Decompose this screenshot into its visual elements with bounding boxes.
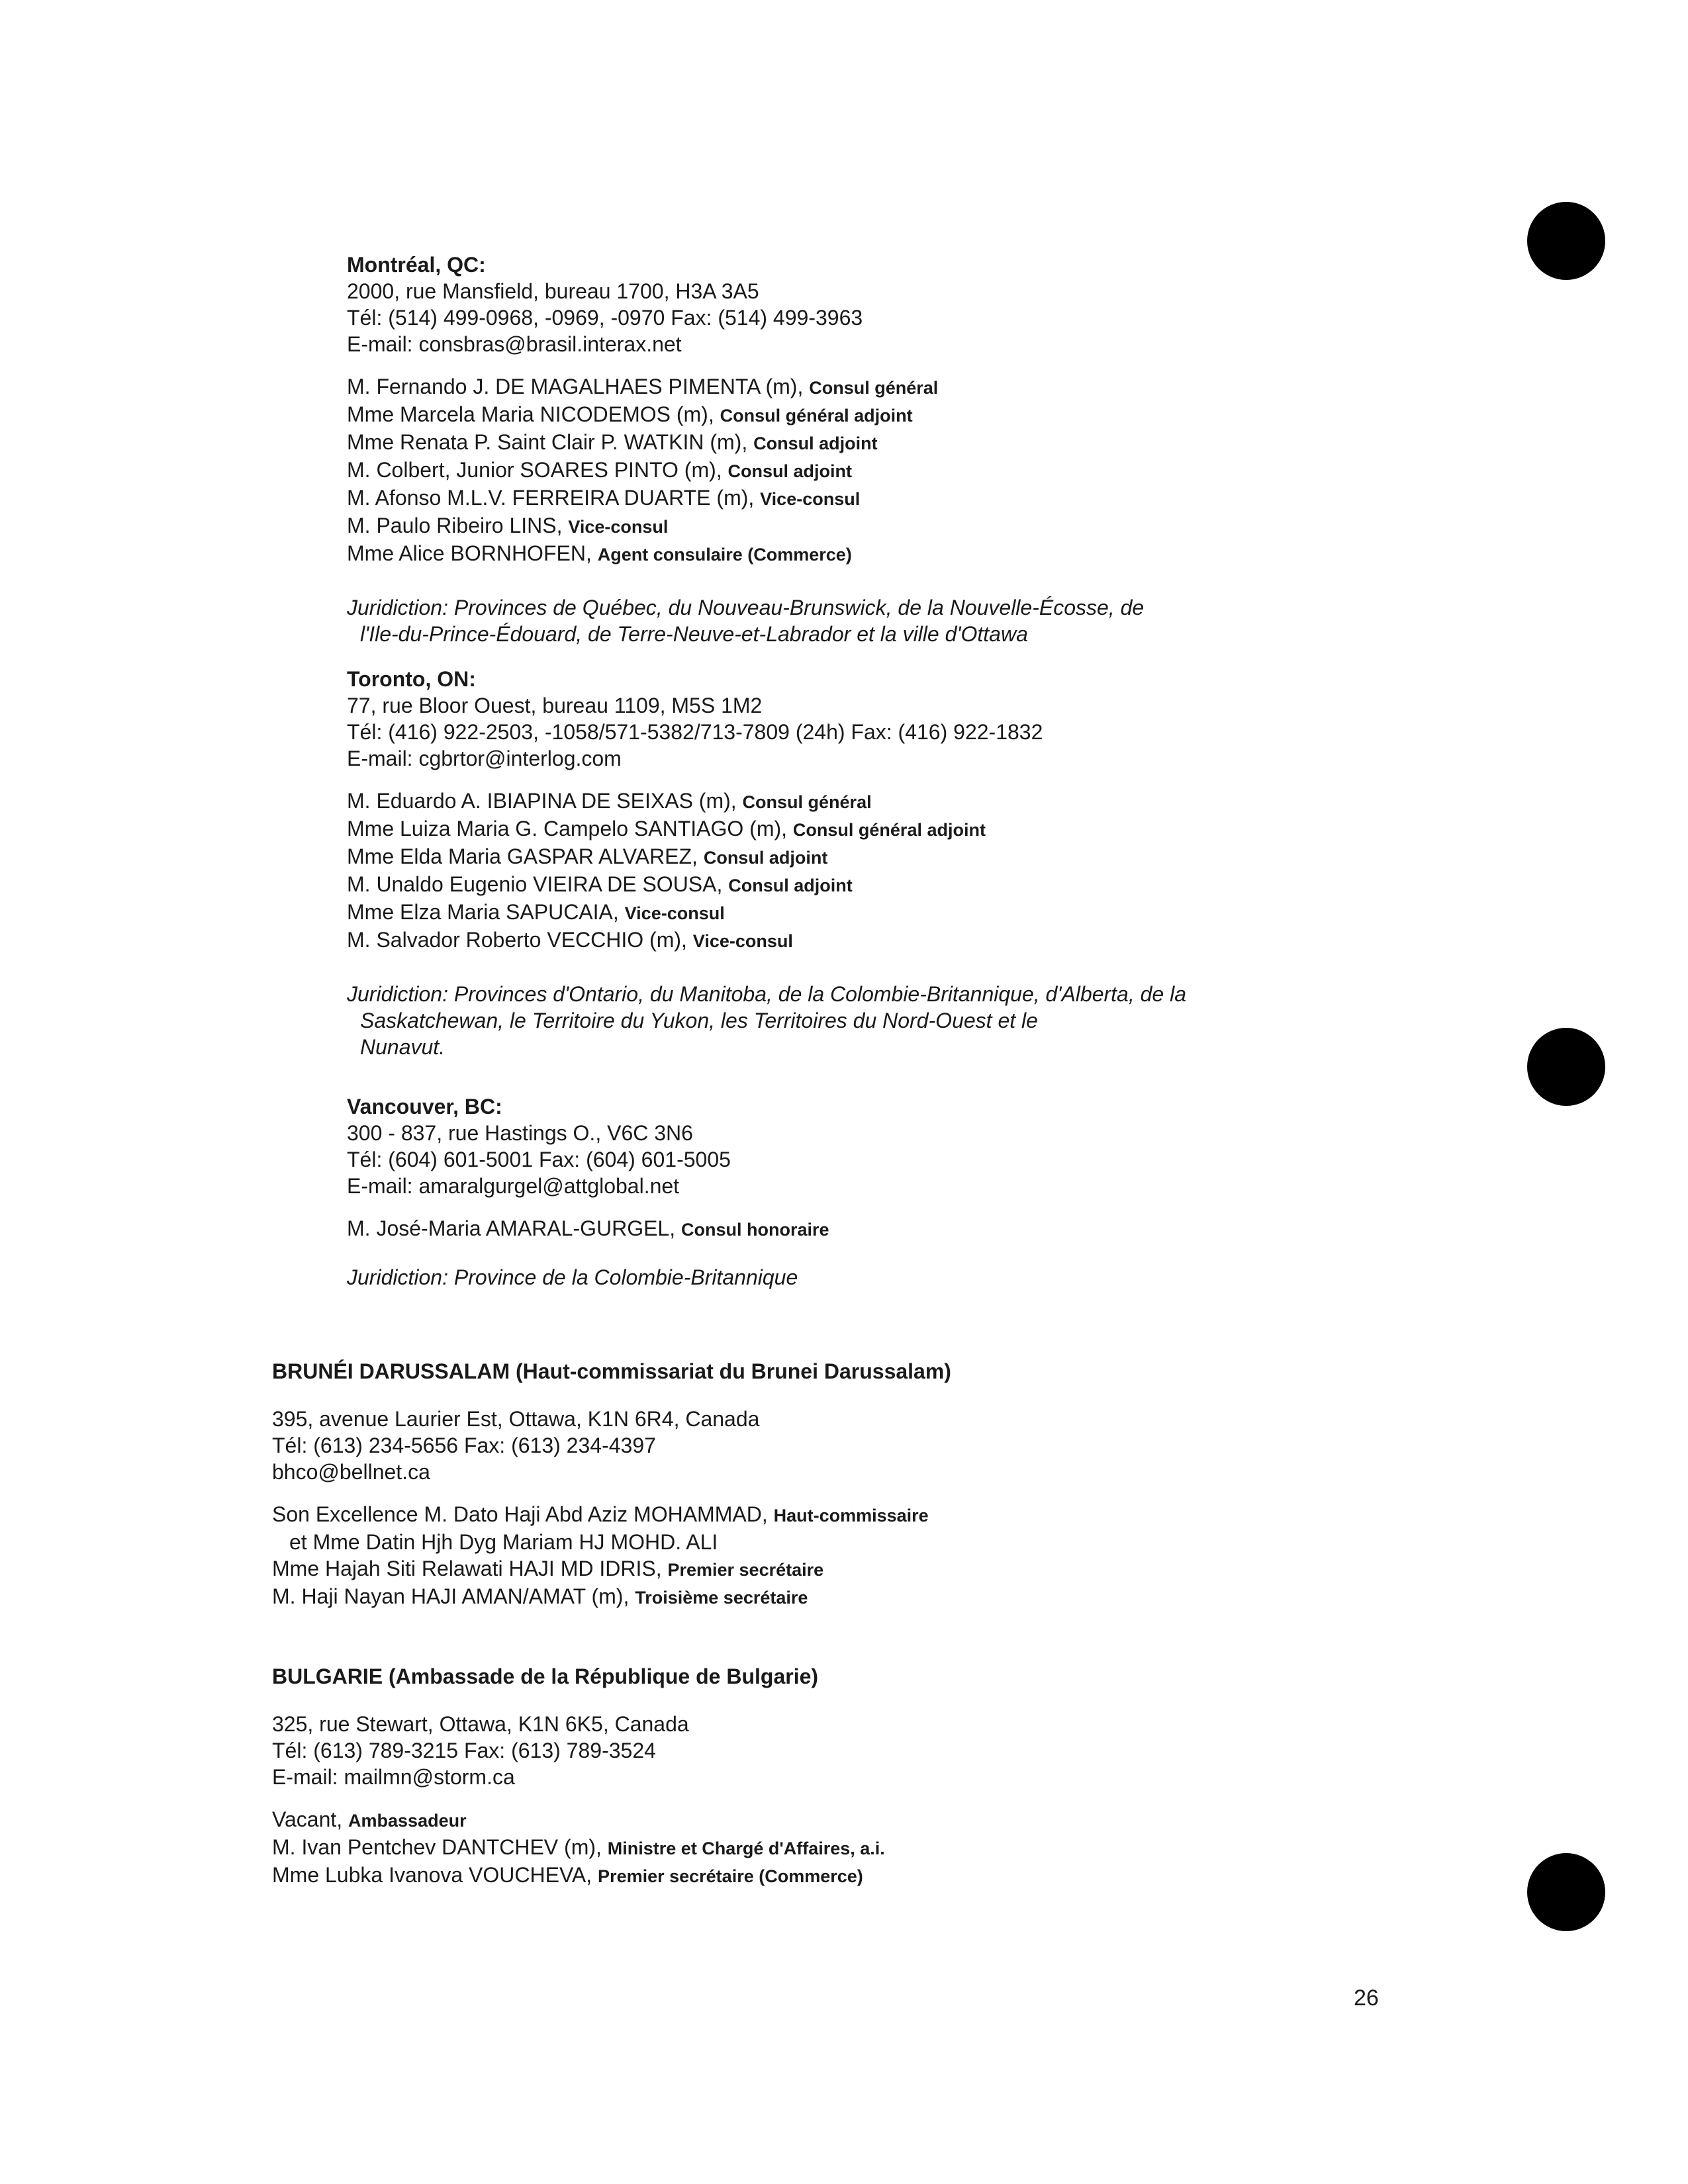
brunei-email: bhco@bellnet.ca	[272, 1460, 430, 1484]
staff-entry: et Mme Datin Hjh Dyg Mariam HJ MOHD. ALI	[289, 1530, 718, 1554]
montreal-heading: Montréal, QC:	[347, 253, 486, 277]
brunei-phone: Tél: (613) 234-5656 Fax: (613) 234-4397	[272, 1433, 656, 1457]
staff-entry: M. José-Maria AMARAL-GURGEL, Consul honoraire	[347, 1216, 829, 1240]
staff-entry: Mme Hajah Siti Relawati HAJI MD IDRIS, Premier secrétaire	[272, 1557, 824, 1580]
staff-entry: M. Unaldo Eugenio VIEIRA DE SOUSA, Consul adjoint	[347, 872, 853, 896]
montreal-section	[347, 251, 1144, 647]
staff-entry: M. Salvador Roberto VECCHIO (m), Vice-consul	[347, 928, 793, 952]
punch-hole-top	[1527, 202, 1605, 280]
staff-entry: M. Ivan Pentchev DANTCHEV (m), Ministre et Chargé d'Affaires, a.i.	[272, 1835, 885, 1859]
staff-entry: Son Excellence M. Dato Haji Abd Aziz MOHAMMAD, Haut-commissaire	[272, 1502, 929, 1526]
staff-entry: Mme Luiza Maria G. Campelo SANTIAGO (m), Consul général adjoint	[347, 817, 986, 841]
bulgaria-email: E-mail: mailmn@storm.ca	[272, 1765, 515, 1789]
staff-entry: M. Haji Nayan HAJI AMAN/AMAT (m), Troisième secrétaire	[272, 1584, 808, 1608]
vancouver-jurisdiction: Juridiction: Province de la Colombie-Britannique	[347, 1265, 798, 1289]
staff-entry: M. Eduardo A. IBIAPINA DE SEIXAS (m), Consul général	[347, 789, 872, 813]
vancouver-email: E-mail: amaralgurgel@attglobal.net	[347, 1174, 680, 1198]
bulgaria-phone: Tél: (613) 789-3215 Fax: (613) 789-3524	[272, 1739, 656, 1762]
vancouver-address: 300 - 837, rue Hastings O., V6C 3N6	[347, 1121, 693, 1145]
vancouver-phone: Tél: (604) 601-5001 Fax: (604) 601-5005	[347, 1148, 731, 1171]
staff-entry: Mme Lubka Ivanova VOUCHEVA, Premier secrétaire (Commerce)	[272, 1863, 863, 1887]
vancouver-heading: Vancouver, BC:	[347, 1095, 502, 1118]
toronto-jurisdiction-cont2: Nunavut.	[360, 1035, 445, 1059]
toronto-section	[347, 666, 1186, 1060]
staff-entry: M. Fernando J. DE MAGALHAES PIMENTA (m), Consul général	[347, 375, 939, 398]
punch-hole-bottom	[1527, 1853, 1605, 1931]
toronto-heading: Toronto, ON:	[347, 667, 476, 691]
toronto-phone: Tél: (416) 922-2503, -1058/571-5382/713-7809 (24h) Fax: (416) 922-1832	[347, 720, 1043, 744]
staff-entry: Mme Alice BORNHOFEN, Agent consulaire (Commerce)	[347, 541, 852, 565]
brunei-section	[272, 1358, 951, 1611]
toronto-address: 77, rue Bloor Ouest, bureau 1109, M5S 1M2	[347, 694, 763, 717]
brunei-heading: BRUNÉI DARUSSALAM (Haut-commissariat du Brunei Darussalam)	[272, 1359, 951, 1383]
montreal-jurisdiction-cont: l'Ile-du-Prince-Édouard, de Terre-Neuve-et-Labrador et la ville d'Ottawa	[360, 622, 1028, 646]
brunei-address: 395, avenue Laurier Est, Ottawa, K1N 6R4, Canada	[272, 1407, 760, 1431]
toronto-jurisdiction: Juridiction: Provinces d'Ontario, du Manitoba, de la Colombie-Britannique, d'Alberta, de la	[347, 982, 1187, 1006]
bulgaria-address: 325, rue Stewart, Ottawa, K1N 6K5, Canada	[272, 1712, 689, 1736]
staff-entry: Mme Marcela Maria NICODEMOS (m), Consul général adjoint	[347, 402, 913, 426]
vancouver-section	[347, 1093, 829, 1291]
punch-hole-middle	[1527, 1028, 1605, 1106]
montreal-address: 2000, rue Mansfield, bureau 1700, H3A 3A5	[347, 279, 759, 303]
staff-entry: Mme Elza Maria SAPUCAIA, Vice-consul	[347, 900, 725, 924]
page-number: 26	[1354, 1985, 1379, 2011]
staff-entry: Vacant, Ambassadeur	[272, 1807, 467, 1831]
montreal-email: E-mail: consbras@brasil.interax.net	[347, 332, 682, 356]
bulgaria-section	[272, 1663, 885, 1889]
staff-entry: Mme Renata P. Saint Clair P. WATKIN (m), Consul adjoint	[347, 430, 878, 454]
montreal-jurisdiction: Juridiction: Provinces de Québec, du Nouveau-Brunswick, de la Nouvelle-Écosse, de	[347, 596, 1145, 619]
toronto-email: E-mail: cgbrtor@interlog.com	[347, 747, 622, 770]
toronto-jurisdiction-cont: Saskatchewan, le Territoire du Yukon, les Territoires du Nord-Ouest et le	[360, 1009, 1038, 1032]
staff-entry: M. Afonso M.L.V. FERREIRA DUARTE (m), Vice-consul	[347, 486, 861, 510]
staff-entry: M. Paulo Ribeiro LINS, Vice-consul	[347, 514, 669, 537]
staff-entry: M. Colbert, Junior SOARES PINTO (m), Consul adjoint	[347, 458, 853, 482]
montreal-phone: Tél: (514) 499-0968, -0969, -0970 Fax: (514) 499-3963	[347, 306, 863, 330]
staff-entry: Mme Elda Maria GASPAR ALVAREZ, Consul adjoint	[347, 844, 828, 868]
bulgaria-heading: BULGARIE (Ambassade de la République de Bulgarie)	[272, 1664, 819, 1688]
